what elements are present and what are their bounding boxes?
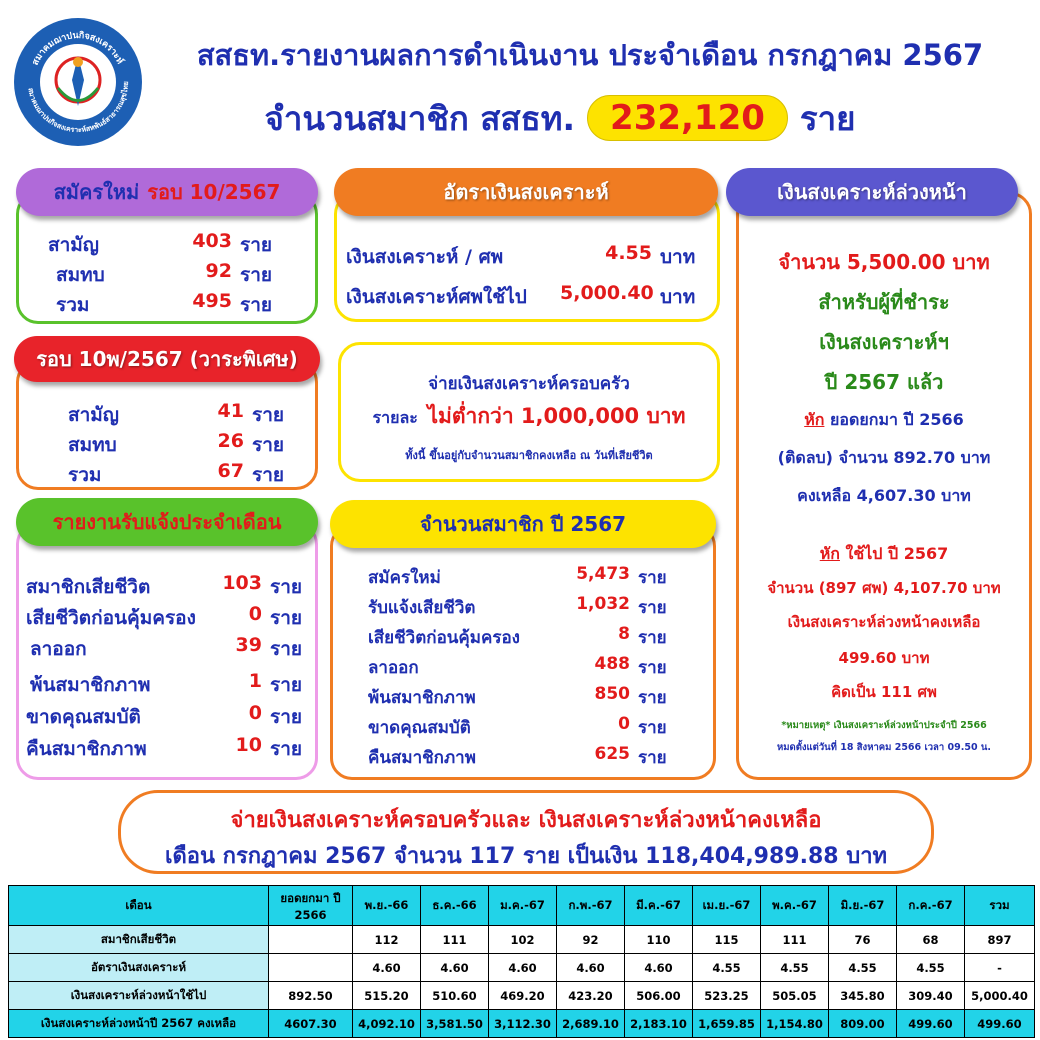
table-header-cell: มิ.ย.-67 [829,886,897,926]
members-year-row: คืนสมาชิกภาพ 625 ราย [368,744,667,768]
table-header-cell: ยอดยกมา ปี 2566 [269,886,353,926]
advance-used-amount: จำนวน (897 ศพ) 4,107.70 บาท [767,579,1001,597]
monthly-report-row: ขาดคุณสมบัติ 0 ราย [26,702,303,728]
members-year-row: พ้นสมาชิกภาพ 850 ราย [368,684,667,708]
family-payout-amount: ไม่ต่ำกว่า 1,000,000 บาท [427,404,686,428]
table-row: เงินสงเคราะห์ล่วงหน้าปี 2567 คงเหลือ 4607.30 4,092.10 3,581.50 3,112.30 2,689.10 2,183.10 1,659.85 1,154.80 809.00 499.60 499.60 [9,1010,1035,1038]
advance-deduct-negative: (ติดลบ) จำนวน 892.70 บาท [777,448,991,467]
monthly-report-row: เสียชีวิตก่อนคุ้มครอง 0 ราย [26,603,303,629]
rate-row: เงินสงเคราะห์ศพใช้ไป 5,000.40 บาท [346,282,696,308]
advance-remain-value: 499.60 บาท [838,649,930,667]
association-seal-icon [14,18,142,146]
monthly-report-header: รายงานรับแจ้งประจำเดือน [16,498,318,546]
monthly-summary-table [8,885,1035,1038]
members-year-row: รับแจ้งเสียชีวิต 1,032 ราย [368,594,667,618]
advance-remain-label: เงินสงเคราะห์ล่วงหน้าคงเหลือ [787,613,981,631]
monthly-report-row: สมาชิกเสียชีวิต 103 ราย [26,572,303,598]
members-year-row: ลาออก 488 ราย [368,654,667,678]
special-round-row: สามัญ 41 ราย [68,400,285,426]
new-members-row: รวม 495 ราย [56,290,273,316]
monthly-report-row: ลาออก 39 ราย [30,634,303,660]
advance-for-line2: เงินสงเคราะห์ฯ [819,330,949,354]
special-round-row: สมทบ 26 ราย [68,430,285,456]
advance-note2: หมดตั้งแต่วันที่ 18 สิงหาคม 2566 เวลา 09.50 น. [777,742,991,753]
advance-amount: จำนวน 5,500.00 บาท [778,250,990,274]
advance-for-line3: ปี 2567 แล้ว [824,370,944,394]
members-year-row: สมัครใหม่ 5,473 ราย [368,564,667,588]
table-row: เงินสงเคราะห์ล่วงหน้าใช้ไป 892.50 515.20 510.60 469.20 423.20 506.00 523.25 505.05 345.80 309.40 5,000.40 [9,982,1035,1010]
table-header-cell: ม.ค.-67 [489,886,557,926]
members-total-badge: 232,120 [587,95,788,141]
advance-deduct-carry: หัก ยอดยกมา ปี 2566 [804,410,964,429]
table-header-cell: ก.พ.-67 [557,886,625,926]
table-header-cell: เดือน [9,886,269,926]
members-year-box [330,524,716,780]
summary-line1: จ่ายเงินสงเคราะห์ครอบครัวและ เงินสงเคราะห์ล่วงหน้าคงเหลือ [230,808,822,833]
members-total-line [200,92,920,144]
summary-line2: เดือน กรกฎาคม 2567 จำนวน 117 ราย เป็นเงิน 118,404,989.88 บาท [164,844,888,869]
advance-header: เงินสงเคราะห์ล่วงหน้า [726,168,1018,216]
advance-used-year: หัก ใช้ไป ปี 2567 [819,544,949,563]
logo-bottom-text: สมาคมฌาปนกิจสงเคราะห์สหพันธ์สาธารณสุขไทย [26,81,131,135]
advance-equivalent: คิดเป็น 111 ศพ [831,683,937,701]
table-header-cell: เม.ย.-67 [693,886,761,926]
table-header-cell: รวม [965,886,1035,926]
new-members-row: สามัญ 403 ราย [48,230,273,256]
monthly-report-row: คืนสมาชิกภาพ 10 ราย [26,734,303,760]
members-year-row: เสียชีวิตก่อนคุ้มครอง 8 ราย [368,624,667,648]
report-title: สสธท.รายงานผลการดำเนินงาน ประจำเดือน กรกฎาคม 2567 [196,38,984,72]
family-payout-line1: จ่ายเงินสงเคราะห์ครอบครัว [428,374,630,394]
members-unit: ราย [799,98,856,138]
table-row: สมาชิกเสียชีวิต 112 111 102 92 110 115 111 76 68 897 [9,926,1035,954]
advance-for-line1: สำหรับผู้ที่ชำระ [818,290,950,314]
table-header-cell: พ.ย.-66 [353,886,421,926]
family-payout-note: ทั้งนี้ ขึ้นอยู่กับจำนวนสมาชิกคงเหลือ ณ วันที่เสียชีวิต [405,449,653,462]
rate-row: เงินสงเคราะห์ / ศพ 4.55 บาท [346,242,696,268]
logo-top-text: สมาคมฌาปนกิจสงเคราะห์ [30,30,125,68]
table-header-cell: ก.ค.-67 [897,886,965,926]
new-members-header: สมัครใหม่ รอบ 10/2567 [16,168,318,216]
members-year-row: ขาดคุณสมบัติ 0 ราย [368,714,667,738]
special-round-header: รอบ 10พ/2567 (วาระพิเศษ) [14,336,320,382]
monthly-report-row: พ้นสมาชิกภาพ 1 ราย [30,670,303,696]
table-header-cell: มี.ค.-67 [625,886,693,926]
table-header-cell: พ.ค.-67 [761,886,829,926]
rate-header: อัตราเงินสงเคราะห์ [334,168,718,216]
special-round-row: รวม 67 ราย [68,460,285,486]
table-header-cell: ธ.ค.-66 [421,886,489,926]
new-members-row: สมทบ 92 ราย [56,260,273,286]
members-year-header: จำนวนสมาชิก ปี 2567 [330,500,716,548]
table-header-row [9,886,1035,926]
advance-remain: คงเหลือ 4,607.30 บาท [797,486,971,505]
advance-note1: *หมายเหตุ* เงินสงเคราะห์ล่วงหน้าประจำปี 2566 [781,720,987,731]
members-label: จำนวนสมาชิก สสธท. [264,98,576,138]
table-row: อัตราเงินสงเคราะห์ 4.60 4.60 4.60 4.60 4.60 4.55 4.55 4.55 4.55 - [9,954,1035,982]
family-payout-line2: รายละ ไม่ต่ำกว่า 1,000,000 บาท [372,404,686,428]
